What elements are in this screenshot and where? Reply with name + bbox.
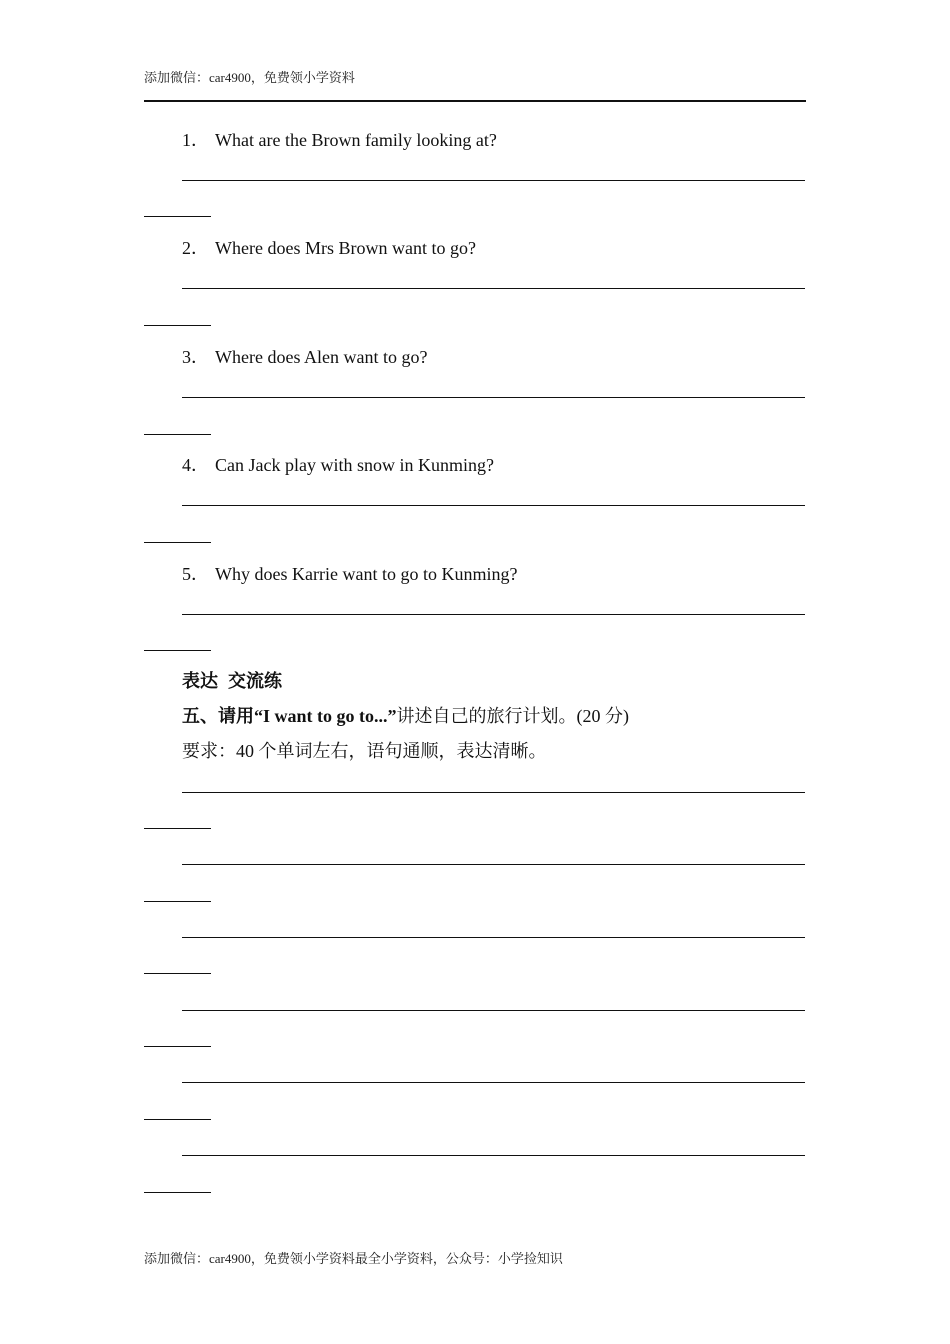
question-text: Where does Alen want to go?: [215, 347, 428, 367]
answer-line-2-continuation[interactable]: [144, 325, 211, 326]
question-5: [182, 560, 517, 586]
question-2: [182, 234, 476, 260]
writing-line-6[interactable]: [182, 1155, 805, 1156]
answer-line-1[interactable]: [182, 180, 805, 181]
answer-line-4[interactable]: [182, 505, 805, 506]
writing-line-1[interactable]: [182, 792, 805, 793]
task-prefix: 五、请用: [182, 706, 254, 726]
question-text: Why does Karrie want to go to Kunming?: [215, 564, 518, 584]
question-number: 3．: [182, 347, 209, 367]
question-text: Can Jack play with snow in Kunming?: [215, 455, 494, 475]
answer-line-2[interactable]: [182, 288, 805, 289]
section-title-part1: 表达: [182, 671, 218, 692]
writing-line-4-continuation[interactable]: [144, 1046, 211, 1047]
writing-line-4[interactable]: [182, 1010, 805, 1011]
writing-line-2-continuation[interactable]: [144, 901, 211, 902]
question-text: Where does Mrs Brown want to go?: [215, 238, 476, 258]
writing-line-5[interactable]: [182, 1082, 805, 1083]
writing-line-3[interactable]: [182, 937, 805, 938]
task-suffix: 讲述自己的旅行计划。(20 分): [396, 706, 629, 726]
writing-requirement: 要求：40 个单词左右，语句通顺，表达清晰。: [182, 741, 547, 761]
answer-line-3-continuation[interactable]: [144, 434, 211, 435]
question-text: What are the Brown family looking at?: [215, 130, 497, 150]
question-number: 5．: [182, 564, 209, 584]
writing-line-1-continuation[interactable]: [144, 828, 211, 829]
answer-line-5-continuation[interactable]: [144, 650, 211, 651]
writing-line-6-continuation[interactable]: [144, 1192, 211, 1193]
writing-line-5-continuation[interactable]: [144, 1119, 211, 1120]
section-title-part2: 交流练: [228, 671, 282, 692]
task-phrase: “I want to go to...”: [254, 706, 397, 726]
question-1: [182, 126, 497, 152]
answer-line-5[interactable]: [182, 614, 805, 615]
question-number: 1．: [182, 130, 209, 150]
footer-text: 添加微信：car4900，免费领小学资料最全小学资料，公众号：小学捡知识: [144, 1251, 563, 1266]
header-text: 添加微信：car4900，免费领小学资料: [144, 70, 355, 85]
writing-line-3-continuation[interactable]: [144, 973, 211, 974]
answer-line-4-continuation[interactable]: [144, 542, 211, 543]
question-3: [182, 343, 427, 369]
answer-line-1-continuation[interactable]: [144, 216, 211, 217]
question-number: 4．: [182, 455, 209, 475]
writing-task: [182, 702, 629, 728]
header-divider: [144, 100, 806, 102]
question-4: [182, 451, 494, 477]
writing-line-2[interactable]: [182, 864, 805, 865]
question-number: 2．: [182, 238, 209, 258]
answer-line-3[interactable]: [182, 397, 805, 398]
section-title: [182, 667, 282, 693]
